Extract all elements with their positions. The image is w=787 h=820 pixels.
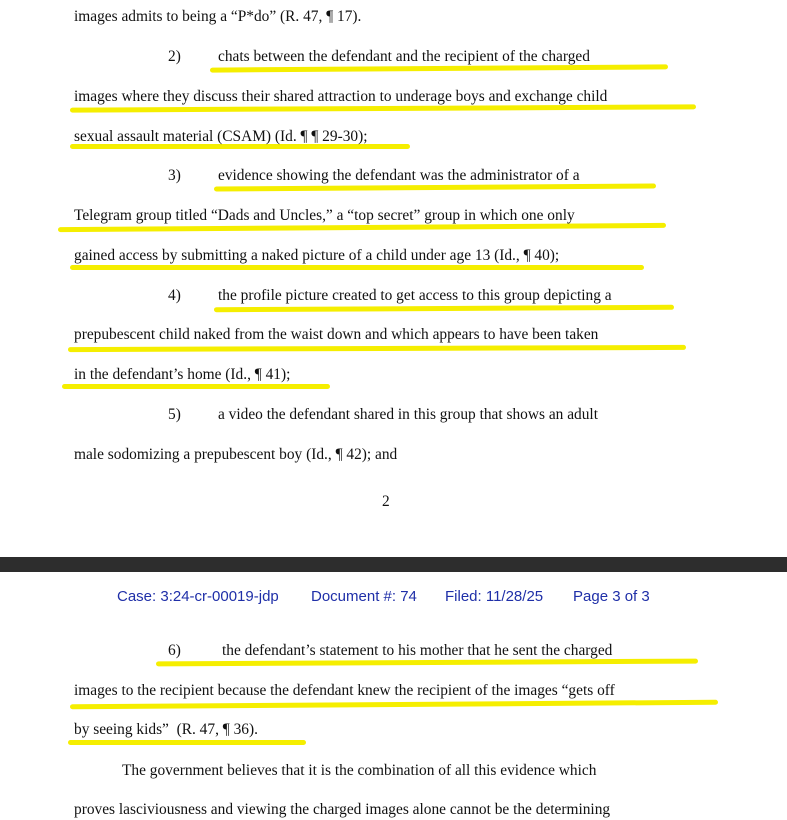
item-number: 3) xyxy=(168,167,181,184)
item-text: images where they discuss their shared attraction to underage boys and exchange child xyxy=(74,88,608,105)
item-text: by seeing kids” (R. 47, ¶ 36). xyxy=(74,721,258,738)
item-text: gained access by submitting a naked picture of a child under age 13 (Id., ¶ 40); xyxy=(74,247,560,264)
item-text: in the defendant’s home (Id., ¶ 41); xyxy=(74,366,291,383)
filed-date: Filed: 11/28/25 xyxy=(445,588,544,605)
item-text: prepubescent child naked from the waist down and which appears to have been taken xyxy=(74,326,599,343)
item-text: images to the recipient because the defendant knew the recipient of the images “gets off xyxy=(74,682,615,699)
item-number: 5) xyxy=(168,406,181,423)
item-text: Telegram group titled “Dads and Uncles,” a “top secret” group in which one only xyxy=(74,207,575,224)
item-text: chats between the defendant and the recipient of the charged xyxy=(218,48,590,65)
item-text: male sodomizing a prepubescent boy (Id., ¶ 42); and xyxy=(74,446,398,463)
item-text: the defendant’s statement to his mother that he sent the charged xyxy=(222,642,613,659)
page-break xyxy=(0,557,787,572)
item-number: 4) xyxy=(168,287,181,304)
item-number: 6) xyxy=(168,642,181,659)
highlight-mark xyxy=(70,700,718,710)
highlight-mark xyxy=(68,345,686,352)
item-text: a video the defendant shared in this group that shows an adult xyxy=(218,406,598,423)
document-number: Document #: 74 xyxy=(311,588,417,605)
item-text: evidence showing the defendant was the administrator of a xyxy=(218,167,580,184)
page-indicator: Page 3 of 3 xyxy=(573,588,650,605)
highlight-mark xyxy=(68,740,306,745)
previous-line: images admits to being a “P*do” (R. 47, ¶ 17). xyxy=(74,8,362,25)
item-text: sexual assault material (CSAM) (Id. ¶ ¶ 29-30); xyxy=(74,128,368,145)
item-number: 2) xyxy=(168,48,181,65)
paragraph-text: proves lasciviousness and viewing the charged images alone cannot be the determining xyxy=(74,801,611,818)
paragraph-text: The government believes that it is the combination of all this evidence which xyxy=(122,762,597,779)
page-number: 2 xyxy=(382,493,390,510)
case-number: Case: 3:24-cr-00019-jdp xyxy=(117,588,279,605)
item-text: the profile picture created to get access to this group depicting a xyxy=(218,287,612,304)
